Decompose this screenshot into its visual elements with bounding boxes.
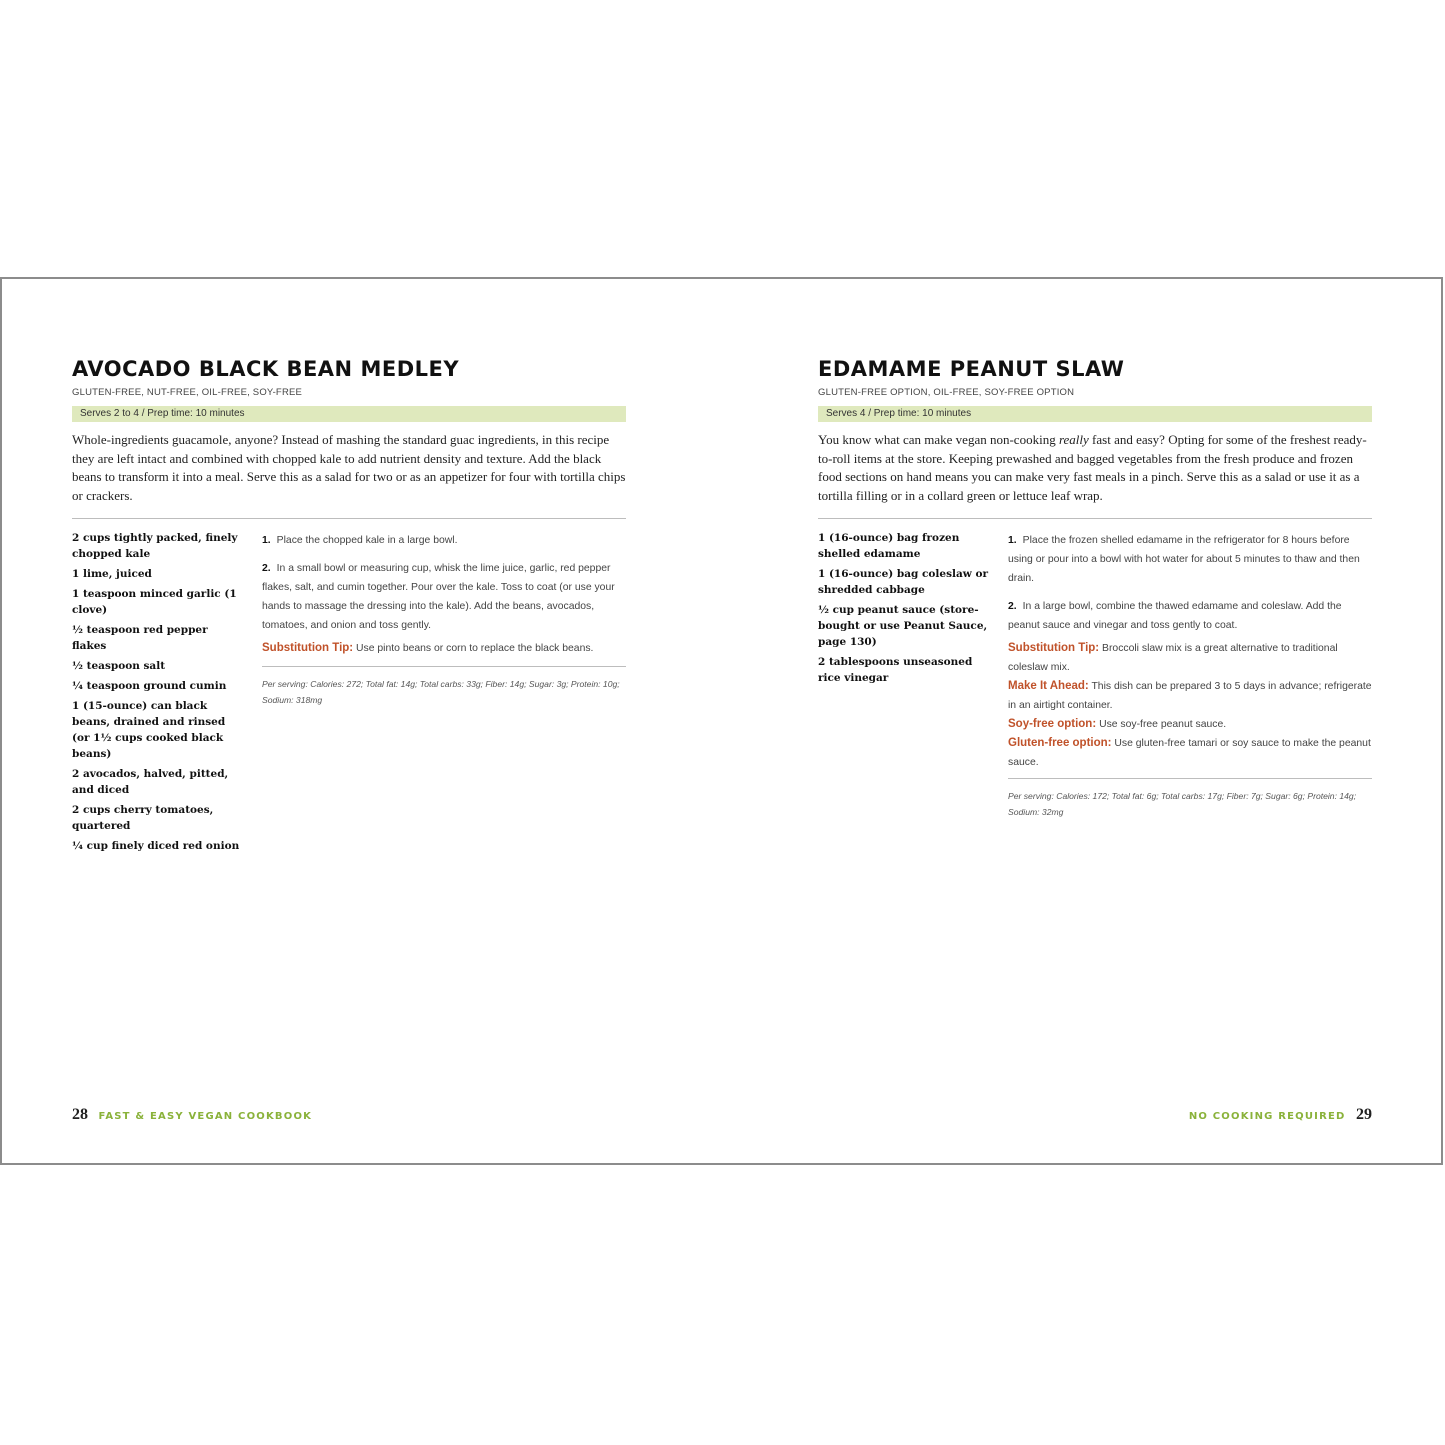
page-number: 28	[72, 1106, 88, 1123]
ingredient-item: ½ cup peanut sauce (store-bought or use Peanut Sauce, page 130)	[818, 604, 988, 648]
recipe-title: AVOCADO BLACK BEAN MEDLEY	[72, 357, 460, 381]
step-list	[262, 531, 626, 644]
tip-label: Gluten-free option:	[1008, 737, 1112, 749]
step-list	[1008, 531, 1372, 644]
make-ahead-tip	[1008, 677, 1372, 715]
page-footer	[72, 1106, 312, 1124]
ingredient-item: ¼ teaspoon ground cumin	[72, 680, 227, 692]
intro-emphasis: really	[1058, 432, 1089, 447]
ingredient-item: 2 cups cherry tomatoes, quartered	[72, 804, 214, 832]
tip-text: This dish can be prepared 3 to 5 days in advance; refrigerate in an airtight container.	[1008, 681, 1372, 711]
nutrition-info: Per serving: Calories: 172; Total fat: 6g; Total carbs: 17g; Fiber: 7g; Sugar: 6g; Protein: 14g; Sodium: 32mg	[1008, 791, 1357, 817]
step-text: In a small bowl or measuring cup, whisk the lime juice, garlic, red pepper flakes, salt, and cumin together. Pour over the kale. Toss to coat (or use your hands to massage the dressing into the kale). Add the beans, avocados, tomatoes, and onion and toss gently.	[262, 563, 615, 631]
ingredient-item: 1 teaspoon minced garlic (1 clove)	[72, 588, 237, 616]
ingredient-item: 2 tablespoons unseasoned rice vinegar	[818, 656, 973, 684]
step-number: 1.	[1008, 535, 1017, 546]
step-text: Place the frozen shelled edamame in the refrigerator for 8 hours before using or pour into a bowl with hot water for about 5 minutes to thaw and then drain.	[1008, 535, 1360, 584]
soy-free-tip	[1008, 715, 1372, 734]
ingredient-item: ½ teaspoon red pepper flakes	[72, 624, 208, 652]
ingredient-item: 2 avocados, halved, pitted, and diced	[72, 768, 229, 796]
ingredient-item: 1 (15-ounce) can black beans, drained and rinsed (or 1½ cups cooked black beans)	[72, 700, 226, 760]
recipe-title: EDAMAME PEANUT SLAW	[818, 357, 1125, 381]
substitution-tip	[1008, 639, 1372, 677]
running-title: NO COOKING REQUIRED	[1188, 1111, 1346, 1122]
running-title: FAST & EASY VEGAN COOKBOOK	[98, 1111, 313, 1122]
intro-text: You know what can make vegan non-cooking	[818, 432, 1059, 447]
step-text: In a large bowl, combine the thawed edamame and coleslaw. Add the peanut sauce and vinegar and toss gently to coat.	[1008, 601, 1342, 631]
tip-text: Use soy-free peanut sauce.	[1099, 719, 1227, 730]
tip-label: Make It Ahead:	[1008, 680, 1089, 692]
serves-band: Serves 4 / Prep time: 10 minutes	[818, 406, 1372, 422]
ingredient-list	[72, 530, 242, 858]
nutrition-divider	[262, 666, 626, 667]
ingredient-item: 1 (16-ounce) bag coleslaw or shredded cabbage	[818, 568, 989, 596]
intro-text: fast and easy? Opting for some of the freshest ready-to-roll items at the store. Keeping prewashed and bagged vegetables from the fresh produce and frozen food sections on hand means you can make very fast meals in a pinch. Serve this as a salad or use it as a tortilla filling or in a collard green or lettuce leaf wrap.	[818, 432, 1367, 504]
step-item	[1008, 597, 1372, 635]
tip-label: Substitution Tip:	[262, 642, 354, 654]
book-spread	[0, 277, 1443, 1165]
step-number: 2.	[1008, 601, 1017, 612]
diet-tags: GLUTEN-FREE OPTION, OIL-FREE, SOY-FREE OPTION	[818, 387, 1075, 398]
section-divider	[72, 518, 626, 519]
step-number: 1.	[262, 535, 271, 546]
tip-text: Use gluten-free tamari or soy sauce to make the peanut sauce.	[1008, 738, 1371, 768]
tip-text: Broccoli slaw mix is a great alternative to traditional coleslaw mix.	[1008, 643, 1338, 673]
ingredient-item: 2 cups tightly packed, finely chopped kale	[72, 532, 238, 560]
step-number: 2.	[262, 563, 271, 574]
step-item	[262, 559, 626, 635]
nutrition-info: Per serving: Calories: 272; Total fat: 14g; Total carbs: 33g; Fiber: 14g; Sugar: 3g; Protein: 10g; Sodium: 318mg	[262, 679, 620, 705]
ingredient-item: 1 lime, juiced	[72, 568, 152, 580]
tips-block	[1008, 639, 1372, 772]
tip-text: Use pinto beans or corn to replace the black beans.	[356, 643, 594, 654]
page-footer	[1189, 1106, 1372, 1124]
section-divider	[818, 518, 1372, 519]
serves-band: Serves 2 to 4 / Prep time: 10 minutes	[72, 406, 626, 422]
tip-label: Substitution Tip:	[1008, 642, 1100, 654]
step-text: Place the chopped kale in a large bowl.	[276, 535, 458, 546]
diet-tags: GLUTEN-FREE, NUT-FREE, OIL-FREE, SOY-FREE	[72, 387, 303, 398]
ingredient-item: ¼ cup finely diced red onion	[72, 840, 240, 852]
tip-label: Soy-free option:	[1008, 718, 1097, 730]
page-number: 29	[1356, 1106, 1372, 1123]
ingredient-list	[818, 530, 988, 690]
nutrition-divider	[1008, 778, 1372, 779]
gluten-free-tip	[1008, 734, 1372, 772]
step-item	[262, 531, 626, 550]
ingredient-item: ½ teaspoon salt	[72, 660, 166, 672]
recipe-intro: Whole-ingredients guacamole, anyone? Instead of mashing the standard guac ingredients, in this recipe they are left intact and combined with chopped kale to add nutrient density and texture. Add the black beans to transform it into a meal. Serve this as a salad for two or as an appetizer for four with tortilla chips or crackers.	[72, 432, 626, 504]
step-item	[1008, 531, 1372, 588]
substitution-tip	[262, 639, 626, 658]
recipe-intro	[818, 431, 1372, 506]
ingredient-item: 1 (16-ounce) bag frozen shelled edamame	[818, 532, 960, 560]
